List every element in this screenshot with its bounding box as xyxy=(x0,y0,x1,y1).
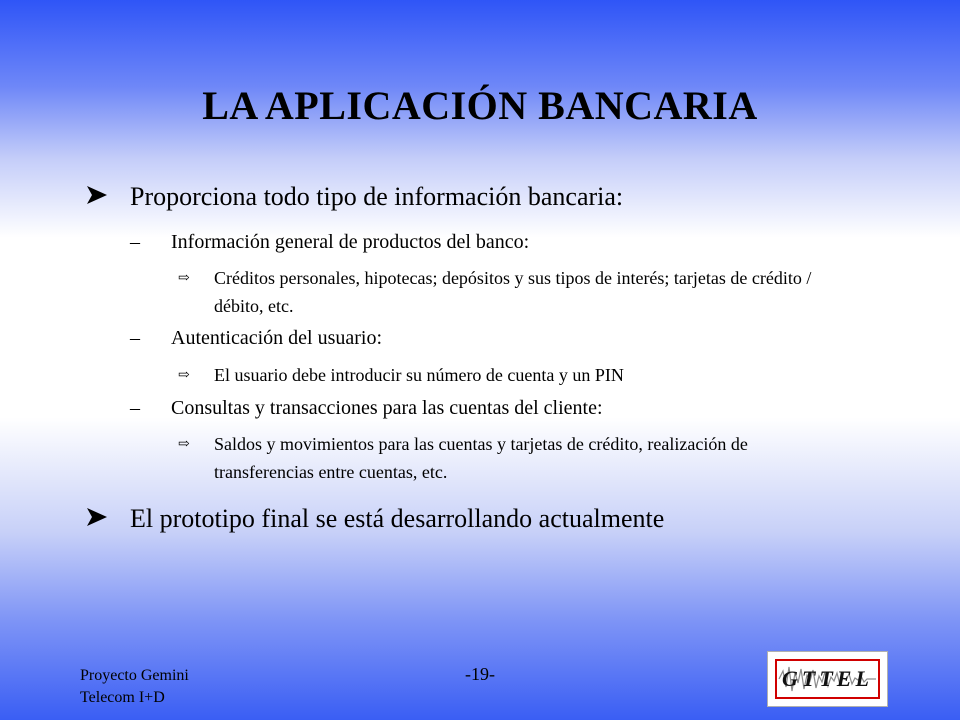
bullet-arrow-icon xyxy=(86,183,116,213)
arrow-right-icon: ⇨ xyxy=(178,437,190,452)
bullet-text: El prototipo final se está desarrollando actualmente xyxy=(130,504,665,533)
slide-title: LA APLICACIÓN BANCARIA xyxy=(202,83,758,128)
bullet-text: Proporciona todo tipo de información bancaria: xyxy=(130,182,624,211)
page-number: -19- xyxy=(465,664,495,684)
dash-marker: – xyxy=(130,327,140,349)
arrow-right-icon: ⇨ xyxy=(178,271,190,286)
footer-org: Telecom I+D xyxy=(80,689,165,706)
logo-text: GTTEL xyxy=(782,666,873,691)
gtel-logo xyxy=(767,651,888,707)
sub-bullet-text: Información general de productos del banco: xyxy=(171,231,530,253)
detail-text: Saldos y movimientos para las cuentas y tarjetas de crédito, realización de transferencias entre cuentas, etc. xyxy=(214,434,748,482)
dash-marker: – xyxy=(130,231,140,253)
detail-text: Créditos personales, hipotecas; depósitos y sus tipos de interés; tarjetas de crédito / débito, etc. xyxy=(214,268,812,316)
dash-marker: – xyxy=(130,397,140,419)
bullet-arrow-icon xyxy=(86,505,116,535)
sub-bullet-text: Consultas y transacciones para las cuentas del cliente: xyxy=(171,397,603,419)
footer-project: Proyecto Gemini xyxy=(80,667,189,684)
sub-bullet-text: Autenticación del usuario: xyxy=(171,327,383,349)
detail-text: El usuario debe introducir su número de cuenta y un PIN xyxy=(214,365,624,385)
arrow-right-icon: ⇨ xyxy=(178,368,190,383)
